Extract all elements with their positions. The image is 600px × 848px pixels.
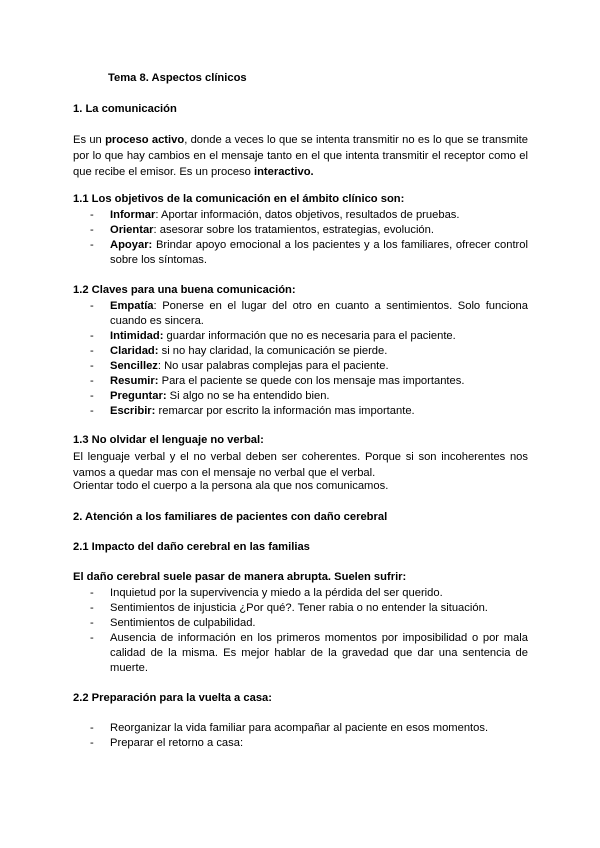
impact-list — [73, 586, 528, 676]
section-2-heading: 2. Atención a los familiares de pacientes con daño cerebral — [73, 511, 388, 523]
home-return-list — [73, 721, 528, 751]
document-title: Tema 8. Aspectos clínicos — [108, 72, 247, 84]
section-1-3-heading: 1.3 No olvidar el lenguaje no verbal: — [73, 434, 264, 446]
p-part-d: interactivo. — [253, 166, 314, 178]
list-item: - Orientar: asesorar sobre los tratamientos, estrategias, evolución. — [73, 223, 528, 238]
list-item: - Inquietud por la supervivencia y miedo a la pérdida del ser querido. — [73, 586, 528, 601]
list-item: - Reorganizar la vida familiar para acompañar al paciente en esos momentos. — [73, 721, 528, 736]
list-item: - Preparar el retorno a casa: — [73, 736, 528, 751]
list-item: - Sentimientos de injusticia ¿Por qué?. Tener rabia o no entender la situación. — [73, 601, 528, 616]
list-item: - Apoyar: Brindar apoyo emocional a los pacientes y a los familiares, ofrecer control sobre los síntomas. — [73, 238, 528, 268]
section-1-3-paragraph: El lenguaje verbal y el no verbal deben ser coherentes. Porque si son incoherentes nos vamos a quedar mas con el mensaje no verbal que el verbal. — [73, 451, 528, 479]
section-2-1-heading: 2.1 Impacto del daño cerebral en las familias — [73, 541, 310, 553]
p-part-b: proceso activo — [105, 134, 185, 146]
p-part-c: , donde a veces lo que se intenta transmitir no es lo que se transmite por lo que hay cambios en el mensaje tanto en el que intenta transmitir el receptor como el que recibe el emisor. Es un proceso — [73, 134, 528, 178]
list-item: - Resumir: Para el paciente se quede con los mensaje mas importantes. — [73, 374, 528, 389]
objectives-list — [73, 208, 528, 268]
list-item: - Sencillez: No usar palabras complejas para el paciente. — [73, 359, 528, 374]
list-item: - Escribir: remarcar por escrito la información mas importante. — [73, 404, 528, 419]
list-item: - Informar: Aportar información, datos objetivos, resultados de pruebas. — [73, 208, 528, 223]
list-item: - Empatía: Ponerse en el lugar del otro en cuanto a sentimientos. Solo funciona cuando es sincera. — [73, 299, 528, 329]
keys-list — [73, 299, 528, 419]
list-item: - Ausencia de información en los primeros momentos por imposibilidad o por mala calidad de la misma. Es mejor hablar de la gravedad que dar una sentencia de muerte. — [73, 631, 528, 676]
section-1-heading: 1. La comunicación — [73, 103, 177, 115]
section-2-2-heading: 2.2 Preparación para la vuelta a casa: — [73, 692, 272, 704]
list-item: - Intimidad: guardar información que no es necesaria para el paciente. — [73, 329, 528, 344]
section-1-2-heading: 1.2 Claves para una buena comunicación: — [73, 284, 296, 296]
section-2-1-subheading: El daño cerebral suele pasar de manera abrupta. Suelen sufrir: — [73, 571, 407, 583]
list-item: - Preguntar: Si algo no se ha entendido bien. — [73, 389, 528, 404]
section-1-1-heading: 1.1 Los objetivos de la comunicación en el ámbito clínico son: — [73, 193, 405, 205]
list-item: - Sentimientos de culpabilidad. — [73, 616, 528, 631]
section-1-3-paragraph-2: Orientar todo el cuerpo a la persona ala que nos comunicamos. — [73, 480, 389, 492]
list-item: - Claridad: si no hay claridad, la comunicación se pierde. — [73, 344, 528, 359]
p-part-a: Es un — [73, 134, 106, 146]
section-1-paragraph — [73, 132, 528, 180]
